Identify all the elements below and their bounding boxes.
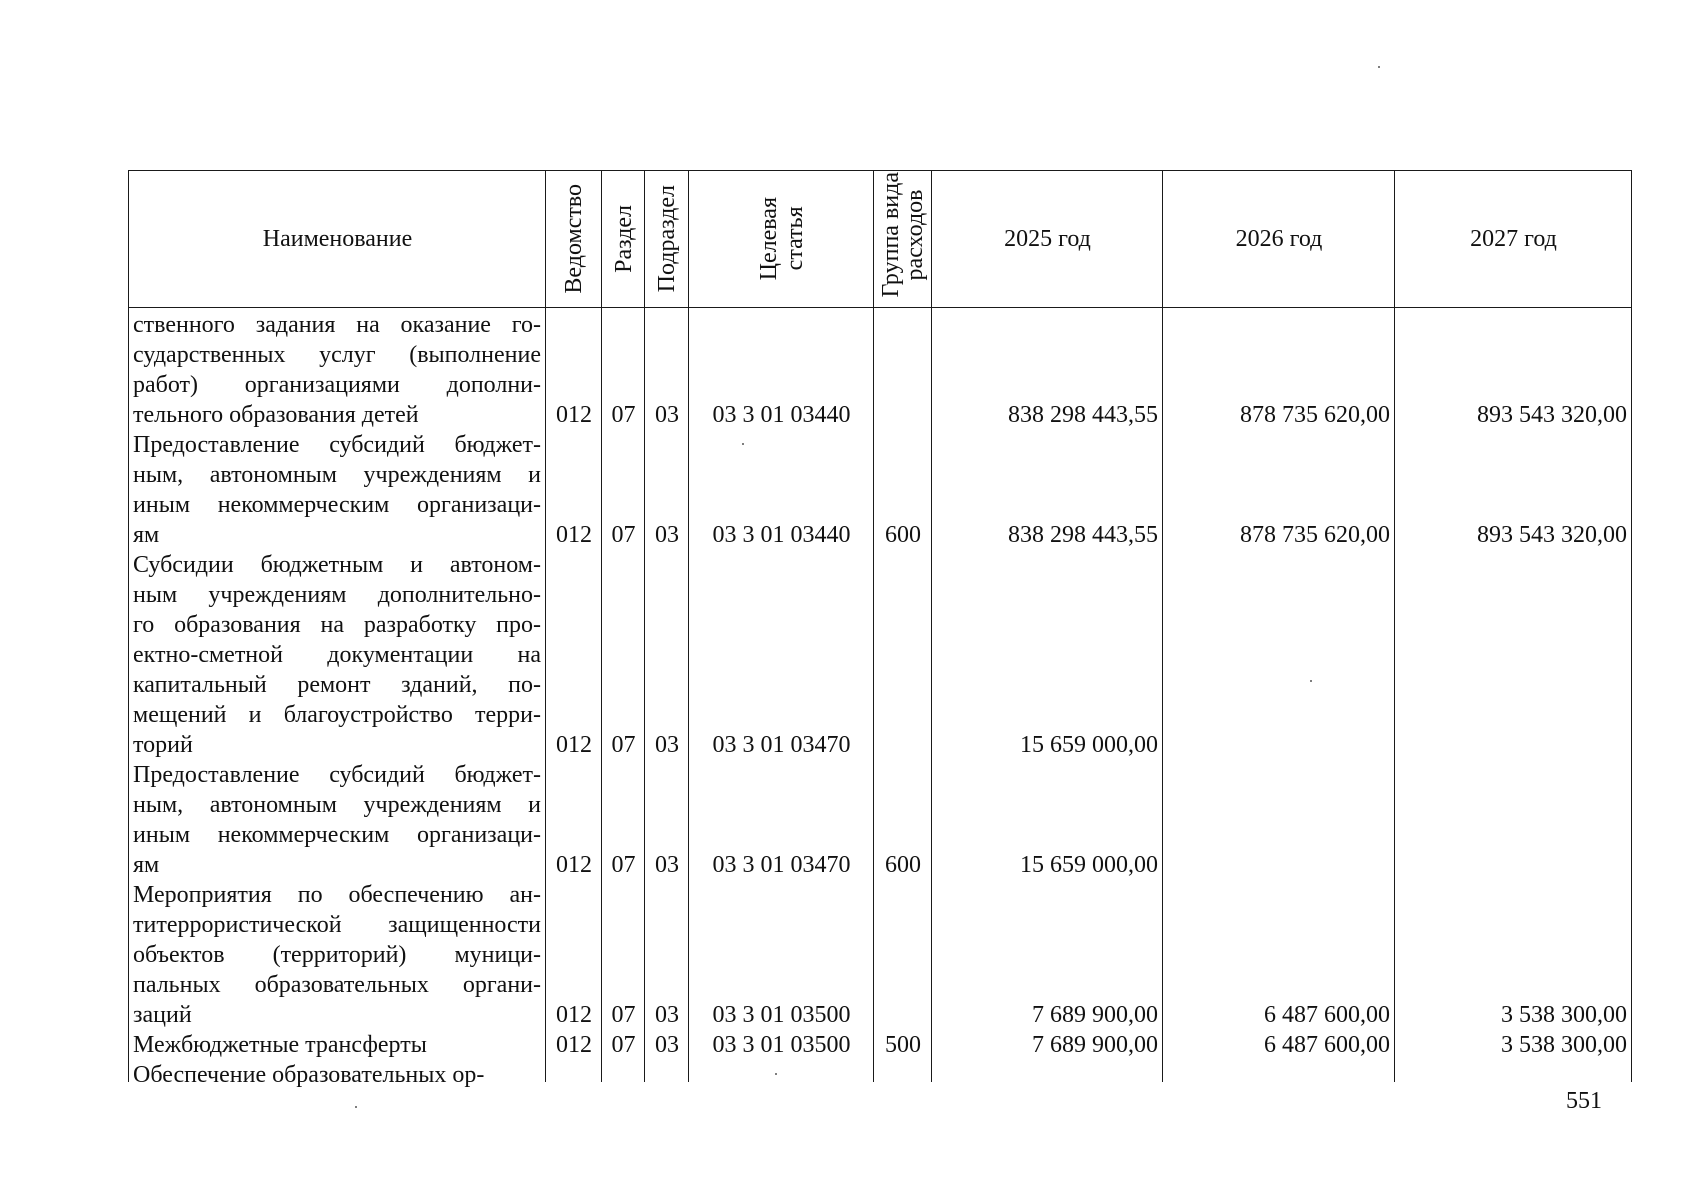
row-name [133, 310, 541, 430]
row-y2027: 3 538 300,00 [1501, 1032, 1627, 1058]
header-expense-group: Группа вида расходов [878, 172, 928, 298]
col-border-1 [545, 170, 546, 1082]
row-y2025: 15 659 000,00 [1020, 852, 1158, 878]
row-name-line: ным, автономным учреждениям и [133, 462, 541, 488]
row-subsection: 03 [655, 732, 679, 758]
row-name-line: иным некоммерческим организаци- [133, 822, 541, 848]
row-group: 500 [885, 1032, 921, 1058]
row-department [547, 1060, 601, 1090]
row-name-line: ям [133, 522, 160, 548]
row-group [875, 1060, 931, 1090]
header-section: Раздел [610, 205, 637, 273]
col-border-2 [601, 170, 602, 1082]
row-name-line: ектно-сметной документации на [133, 642, 541, 668]
row-y2027 [1396, 1060, 1627, 1090]
col-border-0 [128, 170, 129, 1082]
row-section: 07 [611, 402, 636, 428]
row-y2026 [1164, 730, 1390, 760]
row-section: 07 [611, 1002, 636, 1028]
row-name-line: ям [133, 852, 160, 878]
row-name-line: Мероприятия по обеспечению ан- [133, 882, 541, 908]
row-name-line: мещений и благоустройство терри- [133, 702, 541, 728]
row-article: 03 3 01 03470 [712, 852, 851, 878]
row-section: 07 [611, 852, 636, 878]
col-border-7 [1162, 170, 1163, 1082]
row-y2026: 6 487 600,00 [1264, 1032, 1390, 1058]
row-subsection: 03 [655, 852, 679, 878]
row-section: 07 [611, 732, 636, 758]
row-y2027: 893 543 320,00 [1477, 402, 1627, 428]
row-department: 012 [556, 1032, 592, 1058]
row-section: 07 [611, 1032, 636, 1058]
row-department: 012 [556, 1002, 592, 1028]
row-subsection: 03 [655, 1032, 679, 1058]
row-article: 03 3 01 03440 [712, 402, 851, 428]
col-border-5 [873, 170, 874, 1082]
table-top-border [128, 170, 1632, 171]
row-article: 03 3 01 03440 [712, 522, 851, 548]
row-name-line: Предоставление субсидий бюджет- [133, 762, 541, 788]
row-y2027 [1396, 730, 1627, 760]
col-border-3 [644, 170, 645, 1082]
row-group [875, 730, 931, 760]
row-group: 600 [885, 852, 921, 878]
row-subsection [646, 1060, 688, 1090]
row-name-line: заций [133, 1002, 192, 1028]
scan-speck [355, 1106, 357, 1108]
row-group [875, 400, 931, 430]
scan-speck [1378, 66, 1380, 68]
row-name-line: работ) организациями дополни- [133, 372, 541, 398]
col-border-6 [931, 170, 932, 1082]
row-y2027: 3 538 300,00 [1501, 1002, 1627, 1028]
row-section: 07 [611, 522, 636, 548]
row-name [133, 550, 541, 760]
row-department: 012 [556, 852, 592, 878]
col-border-8 [1394, 170, 1395, 1082]
row-y2025: 838 298 443,55 [1008, 522, 1158, 548]
header-department: Ведомство [561, 184, 587, 294]
row-y2026: 878 735 620,00 [1240, 522, 1390, 548]
row-y2026 [1164, 850, 1390, 880]
header-target-article: Целевая статья [755, 197, 808, 281]
table-header-border [128, 307, 1632, 308]
row-name [133, 880, 541, 1030]
row-name-line: Обеспечение образовательных ор- [133, 1062, 485, 1088]
row-name-line: Субсидии бюджетным и автоном- [133, 552, 541, 578]
row-y2025: 15 659 000,00 [1020, 732, 1158, 758]
row-name-line: объектов (территорий) муници- [133, 942, 541, 968]
header-year-2025: 2025 год [1004, 225, 1091, 252]
row-name-line: титеррористической защищенности [133, 912, 541, 938]
header-year-2027: 2027 год [1470, 225, 1557, 252]
row-name [133, 760, 541, 880]
row-subsection: 03 [655, 1002, 679, 1028]
row-y2027: 893 543 320,00 [1477, 522, 1627, 548]
row-group: 600 [885, 522, 921, 548]
row-name-line: пальных образовательных органи- [133, 972, 541, 998]
row-name-line: ным учреждениям дополнительно- [133, 582, 541, 608]
scan-speck [1310, 680, 1312, 682]
row-y2026: 878 735 620,00 [1240, 402, 1390, 428]
header-name: Наименование [262, 225, 413, 252]
row-y2027 [1396, 850, 1627, 880]
row-y2025 [933, 1060, 1158, 1090]
row-name-line: капитальный ремонт зданий, по- [133, 672, 541, 698]
row-section [603, 1060, 644, 1090]
row-article: 03 3 01 03500 [712, 1002, 851, 1028]
row-name-line: Предоставление субсидий бюджет- [133, 432, 541, 458]
row-article: 03 3 01 03500 [712, 1032, 851, 1058]
row-name-line: торий [133, 732, 193, 758]
row-name-line: ным, автономным учреждениям и [133, 792, 541, 818]
row-subsection: 03 [655, 402, 679, 428]
row-name-line: иным некоммерческим организаци- [133, 492, 541, 518]
header-subsection: Подраздел [654, 185, 680, 293]
row-y2026 [1164, 1060, 1390, 1090]
row-name-line: ственного задания на оказание го- [133, 312, 541, 338]
row-name-line: тельного образования детей [133, 402, 419, 428]
row-y2025: 7 689 900,00 [1032, 1032, 1158, 1058]
row-y2026: 6 487 600,00 [1264, 1002, 1390, 1028]
row-name-line: Межбюджетные трансферты [133, 1032, 427, 1058]
row-name [133, 1030, 541, 1060]
row-name-line: го образования на разработку про- [133, 612, 541, 638]
scan-speck [775, 1073, 777, 1075]
col-border-4 [688, 170, 689, 1082]
page-number: 551 [1566, 1088, 1602, 1114]
row-article [690, 1060, 873, 1090]
row-name [133, 430, 541, 550]
row-name-line: сударственных услуг (выполнение [133, 342, 541, 368]
header-year-2026: 2026 год [1235, 225, 1323, 252]
row-y2025: 838 298 443,55 [1008, 402, 1158, 428]
row-article: 03 3 01 03470 [712, 732, 851, 758]
row-y2025: 7 689 900,00 [1032, 1002, 1158, 1028]
row-group [875, 1000, 931, 1030]
row-department: 012 [556, 732, 592, 758]
row-name [133, 1060, 541, 1090]
scan-speck [742, 443, 744, 445]
row-department: 012 [556, 522, 592, 548]
row-department: 012 [556, 402, 592, 428]
col-border-9 [1631, 170, 1632, 1082]
row-subsection: 03 [655, 522, 679, 548]
